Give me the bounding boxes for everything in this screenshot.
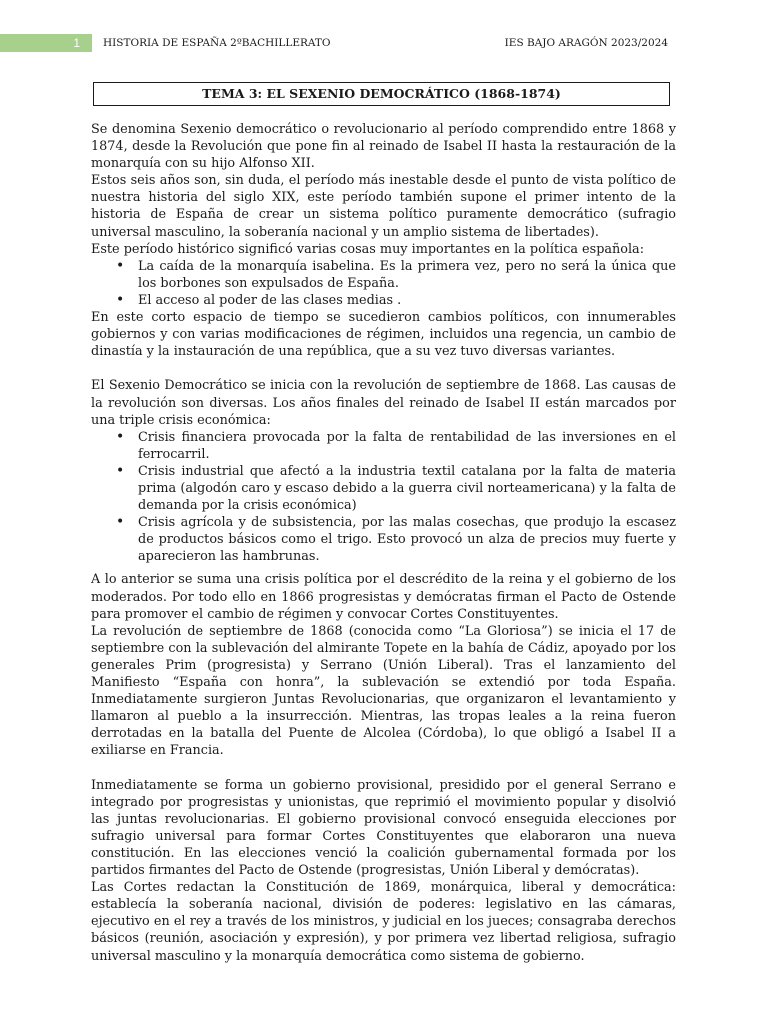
- list-item: • El acceso al poder de las clases medias .: [138, 292, 676, 309]
- paragraph: Las Cortes redactan la Constitución de 1869, monárquica, liberal y democrática: establecía la soberanía nacional, división de poderes: legislativo en las cámaras, ejecutivo en el rey a través de los ministros, y judicial en los jueces; consagraba derechos básicos (reunión, asociación y expresión), y por primera vez libertad religiosa, sufragio universal masculino y la monarquía democrática como sistema de gobierno.: [91, 880, 676, 964]
- list-item: • Crisis financiera provocada por la falta de rentabilidad de las inversiones en el ferrocarril.: [138, 429, 676, 463]
- header-subject: HISTORIA DE ESPAÑA 2ºBACHILLERATO: [103, 37, 331, 49]
- page-header: [0, 34, 768, 52]
- document-body: [91, 121, 676, 965]
- document-title: TEMA 3: EL SEXENIO DEMOCRÁTICO (1868-1874): [93, 82, 670, 106]
- page-number: 1: [0, 34, 92, 52]
- bullet-list: [91, 429, 676, 566]
- list-item: • La caída de la monarquía isabelina. Es la primera vez, pero no será la única que los borbones son expulsados de España.: [138, 258, 676, 292]
- paragraph: Se denomina Sexenio democrático o revolucionario al período comprendido entre 1868 y 1874, desde la Revolución que pone fin al reinado de Isabel II hasta la restauración de la monarquía con su hijo Alfonso XII.: [91, 122, 676, 172]
- list-item: • Crisis agrícola y de subsistencia, por las malas cosechas, que produjo la escasez de productos básicos como el trigo. Esto provocó un alza de precios muy fuerte y aparecieron las hambrunas.: [138, 514, 676, 565]
- paragraph: En este corto espacio de tiempo se sucedieron cambios políticos, con innumerables gobiernos y con varias modificaciones de régimen, incluidos una regencia, un cambio de dinastía y la instauración de una república, que a su vez tuvo diversas variantes.: [91, 310, 676, 360]
- paragraph: A lo anterior se suma una crisis política por el descrédito de la reina y el gobierno de los moderados. Por todo ello en 1866 progresistas y demócratas firman el Pacto de Ostende para promover el cambio de régimen y convocar Cortes Constituyentes.: [91, 572, 676, 622]
- paragraph: El Sexenio Democrático se inicia con la revolución de septiembre de 1868. Las causas de la revolución son diversas. Los años finales del reinado de Isabel II están marcados por una triple crisis económica:: [91, 378, 676, 428]
- list-item: • Crisis industrial que afectó a la industria textil catalana por la falta de materia prima (algodón caro y escaso debido a la guerra civil norteamericana) y la falta de demanda por la crisis económica): [138, 463, 676, 514]
- header-school: IES BAJO ARAGÓN 2023/2024: [504, 37, 668, 49]
- paragraph: Estos seis años son, sin duda, el período más inestable desde el punto de vista político de nuestra historia del siglo XIX, este período también supone el primer intento de la historia de España de crear un sistema político puramente democrático (sufragio universal masculino, la soberanía nacional y un amplio sistema de libertades).: [91, 173, 676, 240]
- bullet-list: [91, 258, 676, 309]
- paragraph: Este período histórico significó varias cosas muy importantes en la política española:: [91, 241, 645, 257]
- paragraph: La revolución de septiembre de 1868 (conocida como “La Gloriosa”) se inicia el 17 de septiembre con la sublevación del almirante Topete en la bahía de Cádiz, apoyado por los generales Prim (progresista) y Serrano (Unión Liberal). Tras el lanzamiento del Manifiesto “España con honra”, la sublevación se extendió por toda España. Inmediatamente surgieron Juntas Revolucionarias, que organizaron el levantamiento y llamaron al pueblo a la insurrección. Mientras, las tropas leales a la reina fueron derrotadas en la batalla del Puente de Alcolea (Córdoba), lo que obligó a Isabel II a exiliarse en Francia.: [91, 623, 676, 759]
- paragraph: Inmediatamente se forma un gobierno provisional, presidido por el general Serrano e integrado por progresistas y unionistas, que reprimió el movimiento popular y disolvió las juntas revolucionarias. El gobierno provisional convocó enseguida elecciones por sufragio universal para formar Cortes Constituyentes que elaboraron una nueva constitución. En las elecciones venció la coalición gubernamental formada por los partidos firmantes del Pacto de Ostende (progresistas, Unión Liberal y demócratas).: [91, 777, 676, 879]
